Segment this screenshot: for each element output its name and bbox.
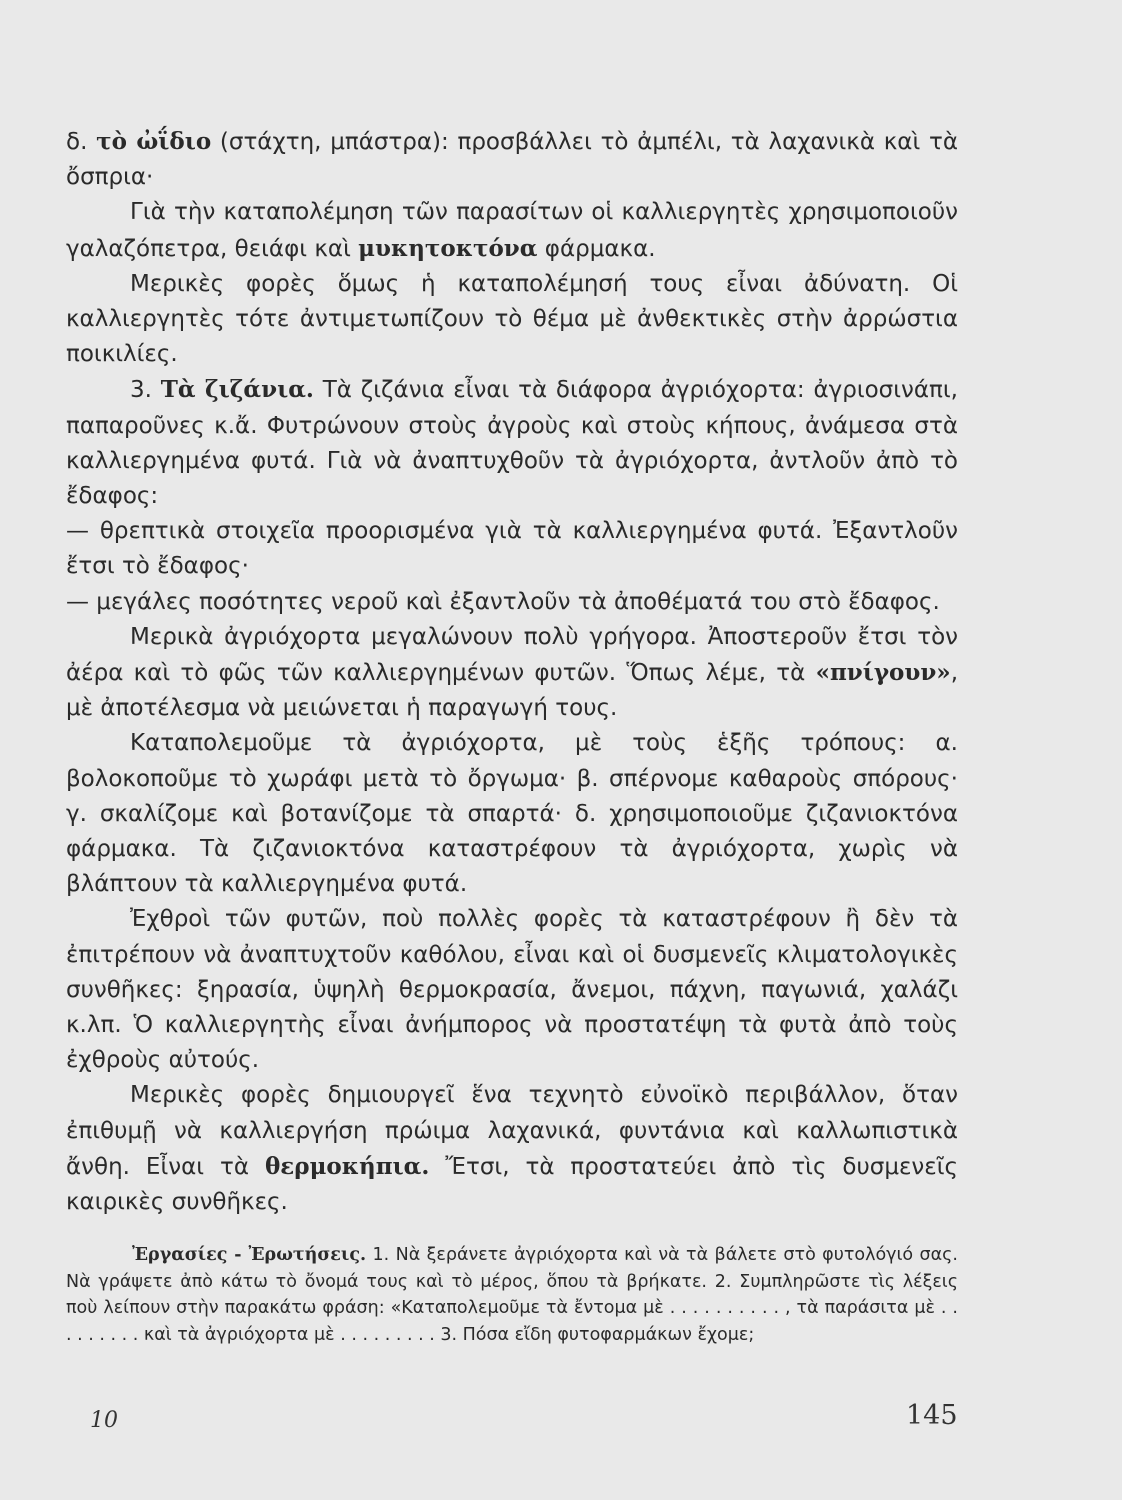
dash-item-water: — μεγάλες ποσότητες νεροῦ καὶ ἐξαντλοῦν τὰ ἀποθέματά του στὸ ἔδαφος. — [66, 588, 940, 615]
paragraph-fungicides — [66, 195, 958, 266]
paragraph-climate-enemies: Ἐχθροὶ τῶν φυτῶν, ποὺ πολλὲς φορὲς τὰ καταστρέφουν ἢ δὲν τὰ ἐπιτρέπουν νὰ ἀναπτυχτοῦν καθόλου, εἶναι καὶ οἱ δυσμενεῖς κλιματολογικὲς συνθῆκες: ξηρασία, ὑψηλὴ θερμοκρασία, ἄνεμοι, πάχνη, παγωνιά, χαλάζι κ.λπ. Ὁ καλλιεργητὴς εἶναι ἀνήμπορος νὰ προστατέψη τὰ φυτὰ ἀπὸ τοὺς ἐχθροὺς αὐτούς. — [66, 906, 958, 1074]
paragraph-choking — [66, 620, 958, 727]
exercises-block — [66, 1242, 958, 1348]
page-number: 145 — [906, 1400, 958, 1431]
paragraph-text: Γιὰ τὴν καταπολέμηση τῶν παρασίτων οἱ καλλιεργητὲς χρησιμοποιοῦν γαλαζόπετρα, θειάφι καὶ — [66, 199, 958, 262]
term-fungicides: μυκητοκτόνα — [358, 234, 538, 262]
term-greenhouses: θερμοκήπια. — [264, 1152, 430, 1180]
paragraph-weed-control: Καταπολεμοῦμε τὰ ἀγριόχορτα, μὲ τοὺς ἑξῆς τρόπους: α. βολοκοποῦμε τὸ χωράφι μετὰ τὸ ὄργωμα· β. σπέρνομε καθαροὺς σπόρους· γ. σκαλίζομε καὶ βοτανίζομε τὰ σπαρτά· δ. χρησιμοποιοῦμε ζιζανιοκτόνα φάρμακα. Τὰ ζιζανιοκτόνα καταστρέφουν τὰ ἀγριόχορτα, χωρὶς νὰ βλάπτουν τὰ καλλιεργημένα φυτά. — [66, 730, 958, 898]
paragraph-text: Μερικὰ ἀγριόχορτα μεγαλώνουν πολὺ γρήγορα. Ἀποστεροῦν ἔτσι τὸν ἀέρα καὶ τὸ φῶς τῶν καλλιεργημένων φυτῶν. Ὅπως λέμε, τὰ — [66, 623, 958, 687]
paragraph-greenhouses — [66, 1078, 958, 1220]
section-heading-weeds: Τὰ ζιζάνια. — [160, 376, 314, 404]
term-oidium: τὸ ὠΐδιο — [96, 128, 212, 155]
term-choke: «πνίγουν» — [815, 659, 951, 687]
paragraph-weeds — [66, 372, 958, 514]
section-number: 3. — [130, 377, 161, 404]
paragraph-text: φάρμακα. — [537, 235, 656, 262]
paragraph-text: Τὰ ζιζάνια εἶναι τὰ διάφορα ἀγριόχορτα: ἀγριοσινάπι, παπαροῦνες κ.ἄ. Φυτρώνουν στοὺς ἀγροὺς καὶ στοὺς κήπους, ἀνάμεσα στὰ καλλιεργημένα φυτά. Γιὰ νὰ ἀναπτυχθοῦν τὰ ἀγριόχορτα, ἀντλοῦν ἀπὸ τὸ ἔδαφος: — [66, 377, 958, 510]
paragraph-text: Ἔτσι, τὰ προστατεύει ἀπὸ τὶς δυσμενεῖς καιρικὲς συνθῆκες. — [66, 1153, 958, 1216]
main-text — [66, 124, 958, 1220]
list-marker: δ. — [66, 129, 97, 155]
exercises-label: Ἐργασίες - Ἐρωτήσεις. — [132, 1245, 367, 1265]
dash-item-nutrients: — θρεπτικὰ στοιχεῖα προορισμένα γιὰ τὰ καλλιεργημένα φυτά. Ἐξαντλοῦν ἔτσι τὸ ἔδαφος· — [66, 518, 958, 580]
paragraph-resistant-varieties: Μερικὲς φορὲς ὅμως ἡ καταπολέμησή τους εἶναι ἀδύνατη. Οἱ καλλιεργητὲς τότε ἀντιμετωπίζουν τὸ θέμα μὲ ἀνθεκτικὲς στὴν ἀρρώστια ποικιλίες. — [66, 270, 958, 368]
exercises-text: 1. Νὰ ξεράνετε ἀγριόχορτα καὶ νὰ τὰ βάλετε στὸ φυτολόγιό σας. Νὰ γράψετε ἀπὸ κάτω τὸ ὄνομά τους καὶ τὸ μέρος, ὅπου τὰ βρήκατε. 2. Συμπληρῶστε τὶς λέξεις ποὺ λείπουν στὴν παρακάτω φράση: «Καταπολεμοῦμε τὰ ἔντομα μὲ . . . . . . . . . . , τὰ παράσιτα μὲ . . . . . . . . . καὶ τὰ ἀγριόχορτα μὲ . . . . . . . . . 3. Πόσα εἴδη φυτοφαρμάκων ἔχομε; — [66, 1245, 958, 1345]
paragraph-oidium — [66, 124, 958, 195]
paragraph-text: (στάχτη, μπάστρα): προσβάλλει τὸ ἀμπέλι, τὰ λαχανικὰ καὶ τὰ ὄσπρια· — [66, 129, 958, 191]
signature-mark: 10 — [90, 1408, 118, 1433]
exercises-paragraph — [66, 1242, 958, 1348]
paragraph-text: Μερικὲς φορὲς δημιουργεῖ ἕνα τεχνητὸ εὐνοϊκὸ περιβάλλον, ὅταν ἐπιθυμῇ νὰ καλλιεργήση πρώιμα λαχανικά, φυντάνια καὶ καλλωπιστικὰ ἄνθη. Εἶναι τὰ — [66, 1082, 958, 1180]
paragraph-text: , μὲ ἀποτέλεσμα νὰ μειώνεται ἡ παραγωγή τους. — [66, 660, 958, 722]
